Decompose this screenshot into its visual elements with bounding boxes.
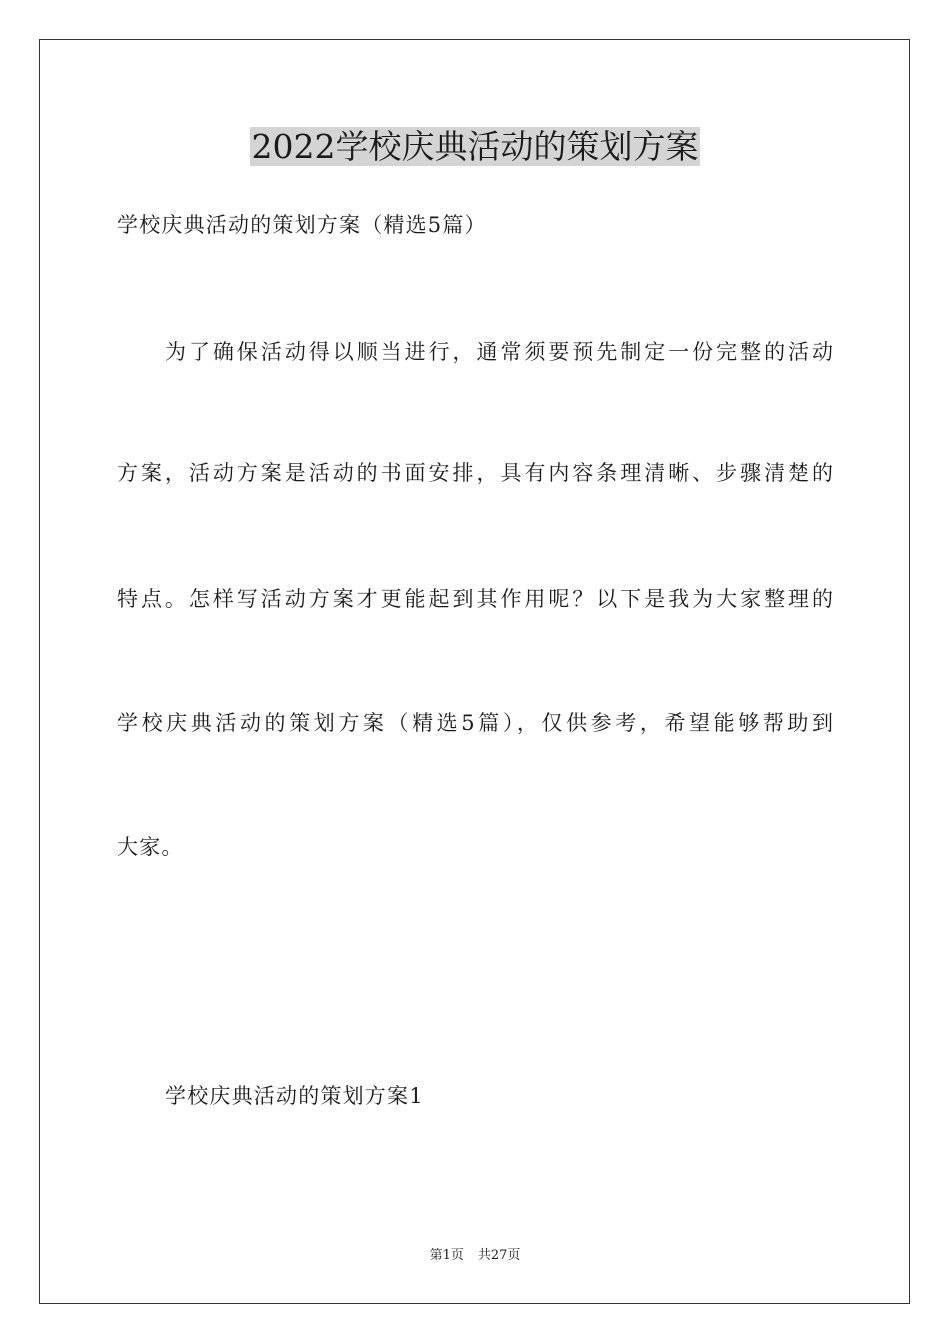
page-number: 第1页 — [429, 1248, 464, 1263]
paragraph-line-2: 方案，活动方案是活动的书面安排，具有内容条理清晰、步骤清楚的 — [117, 461, 833, 485]
document-title-text: 2022学校庆典活动的策划方案 — [251, 127, 699, 166]
section-heading: 学校庆典活动的策划方案1 — [165, 1084, 424, 1108]
paragraph-line-1: 为了确保活动得以顺当进行，通常须要预先制定一份完整的活动 — [165, 340, 833, 364]
document-title — [0, 124, 950, 170]
document-subtitle: 学校庆典活动的策划方案（精选5篇） — [117, 213, 487, 237]
paragraph-line-3: 特点。怎样写活动方案才更能起到其作用呢？以下是我为大家整理的 — [117, 587, 833, 611]
page-footer — [0, 1247, 950, 1265]
paragraph-line-5: 大家。 — [117, 835, 184, 859]
page-total: 共27页 — [477, 1248, 521, 1263]
paragraph-line-4: 学校庆典活动的策划方案（精选5篇），仅供参考，希望能够帮助到 — [117, 711, 833, 735]
